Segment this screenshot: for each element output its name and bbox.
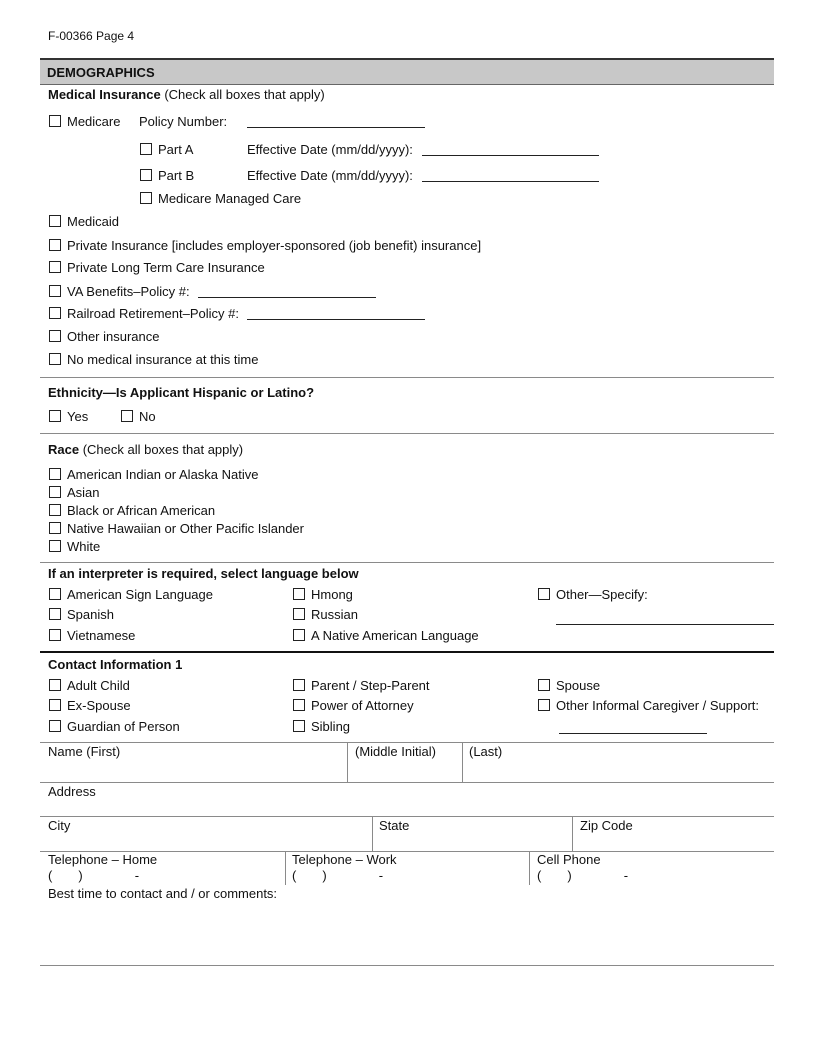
vietnamese-checkbox[interactable] <box>49 629 61 641</box>
cell-divider <box>372 817 373 851</box>
contact-heading: Contact Information 1 <box>48 657 183 672</box>
guardian-label: Guardian of Person <box>67 719 180 734</box>
address-label: Address <box>48 784 96 799</box>
medicare-checkbox[interactable] <box>49 115 61 127</box>
parent-label: Parent / Step-Parent <box>311 678 430 693</box>
other-caregiver-checkbox[interactable] <box>538 699 550 711</box>
other-language-label: Other—Specify: <box>556 587 648 602</box>
race-checkbox[interactable] <box>49 486 61 498</box>
work-phone-field[interactable]: ( ) - <box>292 868 384 883</box>
russian-label: Russian <box>311 607 358 622</box>
zip-label: Zip Code <box>580 818 633 833</box>
ethnicity-heading: Ethnicity—Is Applicant Hispanic or Latino? <box>48 385 315 400</box>
race-label: Native Hawaiian or Other Pacific Islander <box>67 521 304 536</box>
race-checkbox[interactable] <box>49 468 61 480</box>
private-insurance-checkbox[interactable] <box>49 239 61 251</box>
sibling-label: Sibling <box>311 719 351 734</box>
other-insurance-checkbox[interactable] <box>49 330 61 342</box>
medicare-label: Medicare <box>67 114 121 129</box>
other-language-field[interactable] <box>556 624 774 625</box>
race-label: Black or African American <box>67 503 216 518</box>
section-divider <box>40 651 774 653</box>
guardian-checkbox[interactable] <box>49 720 61 732</box>
ex-spouse-label: Ex-Spouse <box>67 698 131 713</box>
race-heading: Race (Check all boxes that apply) <box>48 442 244 457</box>
cell-divider <box>462 743 463 782</box>
asl-label: American Sign Language <box>67 587 213 602</box>
part-a-effective-date-label: Effective Date (mm/dd/yyyy): <box>247 142 413 157</box>
russian-checkbox[interactable] <box>293 608 305 620</box>
cell-phone-label: Cell Phone <box>537 852 601 867</box>
railroad-label: Railroad Retirement–Policy #: <box>67 306 239 321</box>
managed-care-label: Medicare Managed Care <box>158 191 302 206</box>
best-time-label: Best time to contact and / or comments: <box>48 886 278 901</box>
ethnicity-yes-checkbox[interactable] <box>49 410 61 422</box>
hmong-checkbox[interactable] <box>293 588 305 600</box>
cell-phone-field[interactable]: ( ) - <box>537 868 629 883</box>
ex-spouse-checkbox[interactable] <box>49 699 61 711</box>
divider <box>40 782 774 783</box>
home-phone-field[interactable]: ( ) - <box>48 868 140 883</box>
city-label: City <box>48 818 71 833</box>
railroad-policy-field[interactable] <box>247 319 425 320</box>
other-language-checkbox[interactable] <box>538 588 550 600</box>
adult-child-checkbox[interactable] <box>49 679 61 691</box>
cell-divider <box>529 852 530 885</box>
form-number: F-00366 Page 4 <box>48 29 135 43</box>
section-title: DEMOGRAPHICS <box>47 65 155 80</box>
section-header-bar <box>40 58 774 85</box>
policy-number-label: Policy Number: <box>139 114 228 129</box>
spouse-checkbox[interactable] <box>538 679 550 691</box>
spanish-label: Spanish <box>67 607 114 622</box>
part-a-label: Part A <box>158 142 194 157</box>
policy-number-field[interactable] <box>247 127 425 128</box>
part-b-effective-date-field[interactable] <box>422 181 599 182</box>
poa-checkbox[interactable] <box>293 699 305 711</box>
medicaid-checkbox[interactable] <box>49 215 61 227</box>
private-ltc-label: Private Long Term Care Insurance <box>67 260 265 275</box>
divider <box>40 742 774 743</box>
interpreter-heading: If an interpreter is required, select language below <box>48 566 359 581</box>
other-caregiver-field[interactable] <box>559 733 707 734</box>
race-checkbox[interactable] <box>49 504 61 516</box>
va-benefits-label: VA Benefits–Policy #: <box>67 284 190 299</box>
cell-divider <box>572 817 573 851</box>
private-insurance-label: Private Insurance [includes employer-sponsored (job benefit) insurance] <box>67 238 482 253</box>
parent-checkbox[interactable] <box>293 679 305 691</box>
other-caregiver-label: Other Informal Caregiver / Support: <box>556 698 760 713</box>
vietnamese-label: Vietnamese <box>67 628 136 643</box>
ethnicity-yes-label: Yes <box>67 409 89 424</box>
private-ltc-checkbox[interactable] <box>49 261 61 273</box>
spanish-checkbox[interactable] <box>49 608 61 620</box>
part-b-label: Part B <box>158 168 195 183</box>
state-label: State <box>379 818 410 833</box>
middle-initial-label: (Middle Initial) <box>355 744 436 759</box>
name-first-label: Name (First) <box>48 744 121 759</box>
no-insurance-checkbox[interactable] <box>49 353 61 365</box>
comments-field[interactable] <box>40 902 774 964</box>
managed-care-checkbox[interactable] <box>140 192 152 204</box>
hmong-label: Hmong <box>311 587 353 602</box>
va-benefits-checkbox[interactable] <box>49 285 61 297</box>
other-insurance-label: Other insurance <box>67 329 160 344</box>
spouse-label: Spouse <box>556 678 601 693</box>
divider <box>40 562 774 563</box>
medicaid-label: Medicaid <box>67 214 120 229</box>
part-a-checkbox[interactable] <box>140 143 152 155</box>
medical-insurance-heading: Medical Insurance (Check all boxes that apply) <box>48 87 325 102</box>
race-checkbox[interactable] <box>49 540 61 552</box>
race-label: White <box>67 539 101 554</box>
part-b-checkbox[interactable] <box>140 169 152 181</box>
race-label: American Indian or Alaska Native <box>67 467 259 482</box>
cell-divider <box>347 743 348 782</box>
railroad-checkbox[interactable] <box>49 307 61 319</box>
divider <box>40 816 774 817</box>
asl-checkbox[interactable] <box>49 588 61 600</box>
bottom-divider <box>40 965 774 966</box>
race-checkbox[interactable] <box>49 522 61 534</box>
sibling-checkbox[interactable] <box>293 720 305 732</box>
divider <box>40 433 774 434</box>
va-policy-field[interactable] <box>198 297 376 298</box>
native-american-language-checkbox[interactable] <box>293 629 305 641</box>
part-a-effective-date-field[interactable] <box>422 155 599 156</box>
poa-label: Power of Attorney <box>311 698 414 713</box>
telephone-work-label: Telephone – Work <box>292 852 397 867</box>
native-american-language-label: A Native American Language <box>311 628 479 643</box>
telephone-home-label: Telephone – Home <box>48 852 158 867</box>
adult-child-label: Adult Child <box>67 678 130 693</box>
ethnicity-no-label: No <box>139 409 156 424</box>
cell-divider <box>285 852 286 885</box>
no-insurance-label: No medical insurance at this time <box>67 352 259 367</box>
part-b-effective-date-label: Effective Date (mm/dd/yyyy): <box>247 168 413 183</box>
divider <box>40 377 774 378</box>
race-label: Asian <box>67 485 100 500</box>
ethnicity-no-checkbox[interactable] <box>121 410 133 422</box>
last-name-label: (Last) <box>469 744 503 759</box>
